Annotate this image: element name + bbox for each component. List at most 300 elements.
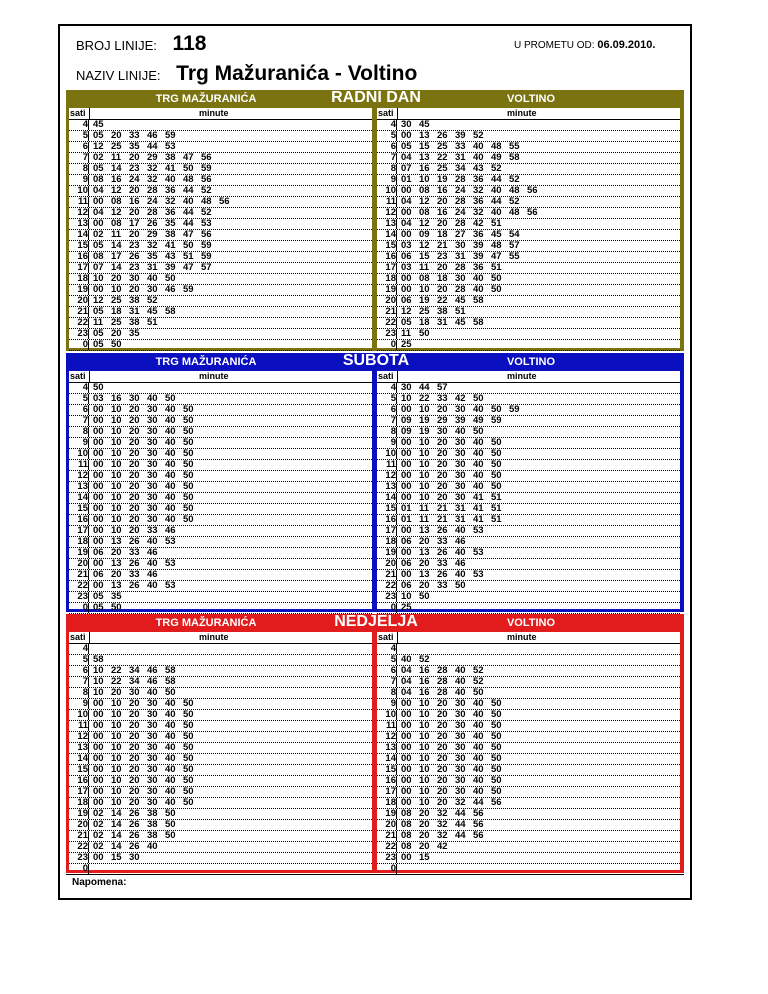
minute-value: 04 — [93, 185, 104, 196]
minute-value: 18 — [437, 229, 448, 240]
minute-value: 28 — [455, 174, 466, 185]
minute-value: 56 — [201, 229, 212, 240]
minute-value: 44 — [183, 218, 194, 229]
minute-value: 10 — [111, 525, 122, 536]
minute-value: 30 — [147, 514, 158, 525]
minute-value: 08 — [401, 841, 412, 852]
minute-value: 28 — [437, 687, 448, 698]
minute-value: 09 — [419, 229, 430, 240]
minute-value: 10 — [111, 720, 122, 731]
line-number-label: BROJ LINIJE: — [76, 38, 157, 53]
hour-cell: 17 — [377, 787, 397, 797]
minute-value: 40 — [165, 514, 176, 525]
minute-value: 11 — [419, 262, 430, 273]
minute-value: 32 — [473, 185, 484, 196]
minute-value: 48 — [201, 196, 212, 207]
minute-value: 44 — [473, 797, 484, 808]
minute-value: 35 — [129, 328, 140, 339]
minute-value: 00 — [93, 448, 104, 459]
minute-value: 44 — [183, 185, 194, 196]
minute-value: 35 — [165, 218, 176, 229]
minute-value: 46 — [147, 665, 158, 676]
hour-cell: 9 — [377, 438, 397, 448]
minute-value: 50 — [491, 731, 502, 742]
minute-value: 36 — [473, 229, 484, 240]
minute-value: 50 — [491, 273, 502, 284]
minute-value: 50 — [111, 339, 122, 350]
hour-cell: 0 — [377, 340, 397, 350]
minute-value: 10 — [111, 437, 122, 448]
hour-cell: 13 — [377, 482, 397, 492]
minute-value: 00 — [93, 525, 104, 536]
minute-value: 40 — [147, 536, 158, 547]
minute-value: 23 — [129, 262, 140, 273]
minute-value: 23 — [437, 251, 448, 262]
minutes-cell — [93, 526, 183, 536]
departures-from-voltino — [377, 108, 680, 348]
minute-value: 30 — [147, 753, 158, 764]
minute-value: 50 — [183, 492, 194, 503]
minutes-cell — [401, 732, 509, 742]
minute-value: 20 — [437, 731, 448, 742]
minute-value: 40 — [165, 415, 176, 426]
minute-value: 20 — [129, 437, 140, 448]
minute-value: 32 — [437, 819, 448, 830]
minute-value: 40 — [473, 437, 484, 448]
minute-value: 59 — [201, 163, 212, 174]
minute-value: 20 — [111, 130, 122, 141]
minute-value: 40 — [165, 481, 176, 492]
minute-value: 25 — [111, 141, 122, 152]
minute-value: 31 — [455, 503, 466, 514]
minute-value: 06 — [93, 569, 104, 580]
minute-value: 33 — [129, 569, 140, 580]
minute-value: 30 — [147, 470, 158, 481]
minute-value: 00 — [401, 130, 412, 141]
minutes-cell — [93, 515, 201, 525]
minute-value: 10 — [111, 481, 122, 492]
minute-value: 40 — [473, 775, 484, 786]
hour-cell: 16 — [377, 252, 397, 262]
minute-value: 50 — [491, 404, 502, 415]
minute-value: 28 — [455, 196, 466, 207]
hour-cell: 9 — [377, 175, 397, 185]
hour-cell: 23 — [377, 329, 397, 339]
minute-value: 46 — [147, 130, 158, 141]
minute-value: 40 — [165, 786, 176, 797]
minute-value: 30 — [455, 481, 466, 492]
minute-value: 46 — [455, 536, 466, 547]
section-title-bar — [66, 614, 684, 632]
hour-cell: 5 — [377, 394, 397, 404]
minute-value: 40 — [473, 709, 484, 720]
minute-value: 31 — [455, 251, 466, 262]
column-header — [69, 108, 372, 120]
minute-value: 40 — [165, 720, 176, 731]
minutes-cell — [93, 153, 219, 163]
minute-value: 00 — [401, 525, 412, 536]
minute-value: 10 — [111, 459, 122, 470]
hour-cell: 0 — [377, 603, 397, 613]
minute-value: 16 — [419, 163, 430, 174]
minute-value: 01 — [401, 503, 412, 514]
minutes-cell — [401, 164, 509, 174]
minute-value: 13 — [111, 558, 122, 569]
minute-value: 20 — [111, 547, 122, 558]
minute-value: 50 — [183, 753, 194, 764]
minute-value: 02 — [93, 819, 104, 830]
minute-value: 08 — [401, 819, 412, 830]
minute-value: 58 — [509, 152, 520, 163]
minutes-cell — [93, 340, 129, 350]
minute-value: 47 — [491, 251, 502, 262]
hour-cell: 17 — [377, 263, 397, 273]
minute-value: 00 — [401, 753, 412, 764]
minute-value: 50 — [491, 753, 502, 764]
column-divider — [397, 108, 398, 120]
minute-value: 11 — [111, 152, 122, 163]
hour-cell: 11 — [377, 197, 397, 207]
minutes-cell — [93, 307, 183, 317]
minutes-cell — [401, 482, 509, 492]
minute-value: 31 — [147, 262, 158, 273]
minute-value: 10 — [93, 273, 104, 284]
departures-from-trg-mazuranica — [69, 632, 372, 874]
minute-value: 30 — [147, 426, 158, 437]
minutes-cell — [401, 743, 509, 753]
minute-value: 12 — [419, 240, 430, 251]
minute-value: 40 — [491, 207, 502, 218]
minutes-cell — [401, 655, 437, 665]
minutes-cell — [401, 383, 455, 393]
minute-value: 40 — [165, 698, 176, 709]
hour-cell: 20 — [377, 559, 397, 569]
hour-cell: 8 — [69, 427, 89, 437]
hour-cell: 14 — [377, 754, 397, 764]
minute-value: 40 — [473, 404, 484, 415]
minute-value: 28 — [437, 665, 448, 676]
minute-value: 20 — [437, 709, 448, 720]
minute-value: 50 — [183, 698, 194, 709]
minute-value: 00 — [401, 470, 412, 481]
minute-value: 16 — [437, 185, 448, 196]
minute-value: 32 — [165, 196, 176, 207]
minute-value: 30 — [455, 404, 466, 415]
minute-value: 50 — [419, 328, 430, 339]
minutes-cell — [401, 120, 437, 130]
minute-value: 50 — [183, 709, 194, 720]
minute-value: 20 — [437, 720, 448, 731]
minutes-cell — [93, 743, 201, 753]
minute-value: 17 — [129, 218, 140, 229]
minute-value: 12 — [93, 141, 104, 152]
minute-value: 56 — [473, 808, 484, 819]
minute-value: 29 — [147, 229, 158, 240]
hour-cell: 20 — [377, 820, 397, 830]
minute-value: 45 — [491, 229, 502, 240]
minutes-cell — [401, 241, 527, 251]
minute-value: 40 — [491, 185, 502, 196]
to-stop: VOLTINO — [506, 356, 556, 368]
minute-value: 10 — [111, 786, 122, 797]
minute-value: 00 — [401, 481, 412, 492]
valid-since — [514, 39, 655, 51]
minutes-cell — [401, 142, 527, 152]
minute-value: 05 — [401, 141, 412, 152]
minute-value: 46 — [147, 569, 158, 580]
minute-value: 11 — [419, 514, 430, 525]
minute-value: 58 — [165, 306, 176, 317]
minute-value: 30 — [455, 698, 466, 709]
minutes-cell — [93, 208, 219, 218]
minutes-cell — [93, 655, 111, 665]
hour-cell: 6 — [69, 666, 89, 676]
minute-value: 03 — [93, 393, 104, 404]
minute-value: 14 — [111, 830, 122, 841]
minute-value: 26 — [129, 841, 140, 852]
minute-value: 40 — [165, 459, 176, 470]
minute-value: 26 — [129, 580, 140, 591]
hour-cell: 14 — [377, 493, 397, 503]
departures-from-voltino — [377, 632, 680, 874]
minute-value: 39 — [165, 262, 176, 273]
minute-value: 20 — [437, 698, 448, 709]
minute-value: 10 — [401, 393, 412, 404]
minute-value: 20 — [111, 273, 122, 284]
hour-cell: 6 — [377, 666, 397, 676]
minutes-cell — [93, 603, 129, 613]
hour-cell: 0 — [377, 864, 397, 874]
minute-value: 30 — [147, 284, 158, 295]
valid-since-label: U PROMETU OD: — [514, 40, 595, 51]
minute-value: 52 — [201, 185, 212, 196]
minute-value: 20 — [129, 709, 140, 720]
minute-value: 26 — [147, 218, 158, 229]
minute-value: 20 — [419, 580, 430, 591]
minute-value: 50 — [165, 830, 176, 841]
minutes-cell — [401, 820, 491, 830]
minute-value: 13 — [111, 536, 122, 547]
minute-value: 50 — [473, 393, 484, 404]
minute-value: 10 — [419, 709, 430, 720]
minutes-cell — [401, 688, 491, 698]
minute-value: 44 — [491, 174, 502, 185]
minute-value: 03 — [401, 262, 412, 273]
minute-value: 30 — [147, 481, 158, 492]
hour-cell: 0 — [69, 864, 89, 874]
minute-value: 30 — [455, 273, 466, 284]
minute-value: 40 — [165, 764, 176, 775]
minute-value: 34 — [129, 676, 140, 687]
minutes-cell — [93, 427, 201, 437]
minute-value: 51 — [491, 262, 502, 273]
minute-value: 42 — [473, 218, 484, 229]
minute-value: 30 — [455, 470, 466, 481]
section-title-bar — [66, 90, 684, 108]
hour-cell: 22 — [69, 581, 89, 591]
hour-cell: 22 — [377, 318, 397, 328]
hour-cell: 6 — [69, 142, 89, 152]
minute-value: 44 — [455, 808, 466, 819]
hour-cell: 13 — [377, 743, 397, 753]
minute-value: 10 — [419, 764, 430, 775]
minute-value: 11 — [401, 328, 412, 339]
minute-value: 00 — [401, 404, 412, 415]
hour-cell: 21 — [69, 570, 89, 580]
minute-value: 13 — [419, 525, 430, 536]
hour-cell: 7 — [69, 677, 89, 687]
minute-value: 00 — [401, 569, 412, 580]
minute-value: 45 — [455, 317, 466, 328]
minute-value: 32 — [147, 174, 158, 185]
minute-value: 10 — [111, 470, 122, 481]
hour-cell: 4 — [377, 120, 397, 130]
hour-cell: 10 — [377, 186, 397, 196]
column-divider — [397, 632, 398, 644]
minute-value: 18 — [419, 317, 430, 328]
minutes-cell — [401, 416, 509, 426]
minute-value: 18 — [111, 306, 122, 317]
minute-value: 51 — [491, 514, 502, 525]
minute-value: 12 — [111, 207, 122, 218]
minute-value: 29 — [437, 415, 448, 426]
minute-value: 30 — [401, 119, 412, 130]
to-stop: VOLTINO — [506, 617, 556, 629]
minutes-cell — [401, 438, 509, 448]
minutes-cell — [401, 515, 509, 525]
minute-value: 40 — [473, 698, 484, 709]
line-name-label: NAZIV LINIJE: — [76, 68, 161, 83]
minute-value: 16 — [111, 174, 122, 185]
minute-value: 46 — [147, 547, 158, 558]
minute-value: 51 — [147, 317, 158, 328]
hour-cell: 15 — [377, 504, 397, 514]
minute-value: 48 — [491, 141, 502, 152]
minute-value: 30 — [147, 709, 158, 720]
section-subota — [66, 353, 684, 612]
minutes-cell — [93, 460, 201, 470]
hour-cell: 18 — [377, 798, 397, 808]
minute-value: 28 — [437, 676, 448, 687]
minute-value: 46 — [165, 525, 176, 536]
minute-value: 56 — [201, 174, 212, 185]
line-number: 118 — [172, 32, 207, 55]
minute-value: 09 — [401, 415, 412, 426]
hour-column-label: sati — [378, 371, 394, 381]
minute-value: 02 — [93, 841, 104, 852]
hour-cell: 20 — [69, 296, 89, 306]
minute-value: 30 — [455, 742, 466, 753]
hour-cell: 8 — [377, 164, 397, 174]
section-title-bar — [66, 353, 684, 371]
minute-value: 40 — [473, 786, 484, 797]
minutes-cell — [401, 721, 509, 731]
minute-value: 13 — [419, 547, 430, 558]
minute-value: 26 — [129, 808, 140, 819]
minute-value: 08 — [419, 273, 430, 284]
hour-cell: 15 — [377, 241, 397, 251]
minute-value: 26 — [129, 819, 140, 830]
table-row — [377, 329, 680, 340]
minutes-cell — [93, 120, 111, 130]
minute-value: 18 — [437, 273, 448, 284]
minute-value: 26 — [437, 525, 448, 536]
minute-value: 20 — [437, 196, 448, 207]
minute-value: 50 — [183, 514, 194, 525]
minute-value: 41 — [473, 503, 484, 514]
hour-cell: 14 — [69, 230, 89, 240]
minute-value: 08 — [401, 830, 412, 841]
hour-cell: 5 — [69, 131, 89, 141]
minute-value: 01 — [401, 514, 412, 525]
minutes-cell — [401, 677, 491, 687]
minute-value: 00 — [401, 185, 412, 196]
minute-value: 50 — [111, 602, 122, 613]
minute-value: 24 — [455, 185, 466, 196]
minute-value: 31 — [437, 317, 448, 328]
column-header — [377, 632, 680, 644]
hour-cell: 20 — [69, 820, 89, 830]
minute-value: 05 — [93, 591, 104, 602]
valid-since-date: 06.09.2010. — [597, 39, 656, 51]
minute-value: 50 — [183, 720, 194, 731]
minute-value: 47 — [183, 229, 194, 240]
minute-value: 10 — [111, 415, 122, 426]
hour-cell: 7 — [377, 153, 397, 163]
hour-cell: 23 — [69, 592, 89, 602]
minutes-cell — [401, 296, 491, 306]
minute-value: 52 — [419, 654, 430, 665]
minute-value: 00 — [401, 775, 412, 786]
minute-value: 52 — [509, 196, 520, 207]
minute-value: 00 — [93, 764, 104, 775]
minutes-cell — [401, 427, 491, 437]
minute-value: 30 — [455, 459, 466, 470]
hour-cell: 17 — [377, 526, 397, 536]
minute-value: 52 — [491, 163, 502, 174]
minute-value: 06 — [401, 536, 412, 547]
minute-value: 15 — [419, 141, 430, 152]
minute-value: 13 — [419, 569, 430, 580]
minute-value: 00 — [93, 731, 104, 742]
minute-value: 53 — [473, 547, 484, 558]
minute-value: 40 — [473, 720, 484, 731]
minute-value: 00 — [401, 547, 412, 558]
minute-value: 38 — [147, 830, 158, 841]
hour-cell: 10 — [69, 710, 89, 720]
minute-value: 20 — [129, 698, 140, 709]
minute-value: 25 — [401, 602, 412, 613]
minute-column-label: minute — [507, 108, 537, 118]
minute-value: 23 — [129, 240, 140, 251]
section-radni — [66, 90, 684, 351]
minute-value: 10 — [419, 437, 430, 448]
minute-value: 22 — [419, 393, 430, 404]
minute-value: 40 — [455, 426, 466, 437]
minute-value: 50 — [491, 698, 502, 709]
minute-value: 20 — [419, 558, 430, 569]
minute-value: 30 — [455, 775, 466, 786]
minutes-cell — [93, 416, 201, 426]
minute-column-label: minute — [199, 108, 229, 118]
minute-value: 45 — [93, 119, 104, 130]
minute-value: 54 — [509, 229, 520, 240]
minute-value: 50 — [491, 720, 502, 731]
hour-cell: 7 — [377, 416, 397, 426]
minute-value: 15 — [419, 852, 430, 863]
departure-rows — [69, 120, 372, 351]
minute-value: 00 — [401, 459, 412, 470]
